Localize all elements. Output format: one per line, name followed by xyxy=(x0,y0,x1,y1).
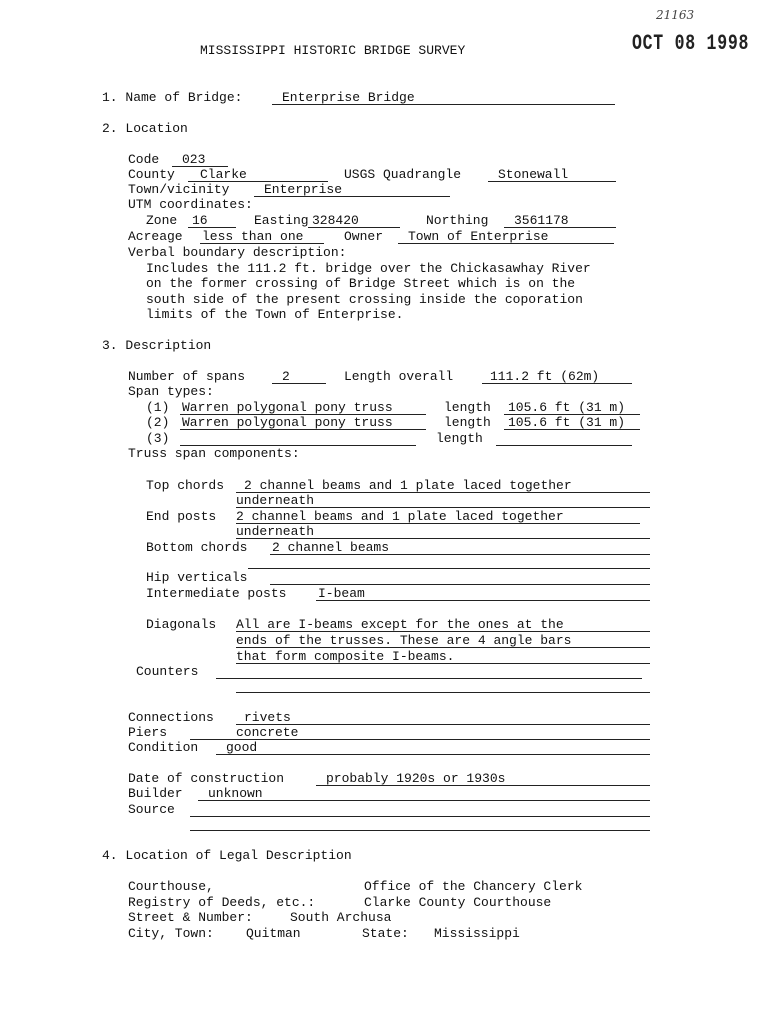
bottom-chords-line xyxy=(270,554,650,555)
usgs-label: USGS Quadrangle xyxy=(344,167,462,182)
street-label: Street & Number: xyxy=(128,910,253,925)
registry-value: Clarke County Courthouse xyxy=(364,895,552,910)
condition-label: Condition xyxy=(128,740,199,755)
northing-value: 3561178 xyxy=(514,213,569,228)
span-type-1-length-label: length xyxy=(444,400,491,415)
length-overall-label: Length overall xyxy=(344,369,454,384)
code-value: 023 xyxy=(182,152,206,167)
piers-label: Piers xyxy=(128,725,168,740)
construction-date-line xyxy=(316,785,650,786)
source-label: Source xyxy=(128,802,175,817)
diagonals-line-1 xyxy=(236,631,650,632)
usgs-line xyxy=(488,181,616,182)
top-chords-value-1: 2 channel beams and 1 plate laced together xyxy=(244,478,572,493)
spans-value: 2 xyxy=(282,369,290,384)
condition-line xyxy=(216,754,650,755)
counters-line-1 xyxy=(216,678,642,679)
construction-date-label: Date of construction xyxy=(128,771,285,786)
city-value: Quitman xyxy=(246,926,301,941)
builder-label: Builder xyxy=(128,786,183,801)
construction-date-value: probably 1920s or 1930s xyxy=(326,771,506,786)
form-title: MISSISSIPPI HISTORIC BRIDGE SURVEY xyxy=(200,43,466,58)
town-label: Town/vicinity xyxy=(128,182,230,197)
county-label: County xyxy=(128,167,175,182)
easting-value: 328420 xyxy=(312,213,359,228)
span-type-2-value: Warren polygonal pony truss xyxy=(182,415,393,430)
intermediate-posts-line xyxy=(316,600,650,601)
verbal-boundary-line-4: limits of the Town of Enterprise. xyxy=(146,307,404,322)
owner-value: Town of Enterprise xyxy=(408,229,549,244)
acreage-label: Acreage xyxy=(128,229,183,244)
length-overall-line xyxy=(482,383,632,384)
spans-label: Number of spans xyxy=(128,369,246,384)
verbal-boundary-label: Verbal boundary description: xyxy=(128,245,347,260)
zone-line xyxy=(188,227,236,228)
bridge-name-value: Enterprise Bridge xyxy=(282,90,415,105)
verbal-boundary-line-3: south side of the present crossing inside the coporation xyxy=(146,292,583,307)
handwritten-number: 21163 xyxy=(656,8,695,22)
northing-label: Northing xyxy=(426,213,489,228)
source-line-2 xyxy=(190,830,650,831)
bottom-chords-label: Bottom chords xyxy=(146,540,248,555)
county-value: Clarke xyxy=(200,167,247,182)
connections-value: rivets xyxy=(244,710,291,725)
bottom-chords-line-extra xyxy=(248,568,650,569)
span-type-1-length-value: 105.6 ft (31 m) xyxy=(508,400,626,415)
diagonals-label: Diagonals xyxy=(146,617,217,632)
usgs-value: Stonewall xyxy=(498,167,569,182)
section-4-label: 4. Location of Legal Description xyxy=(102,848,352,863)
section-2-label: 2. Location xyxy=(102,121,188,136)
length-overall-value: 111.2 ft (62m) xyxy=(490,369,600,384)
code-label: Code xyxy=(128,152,160,167)
span-type-2-length-line xyxy=(504,429,640,430)
builder-value: unknown xyxy=(208,786,263,801)
end-posts-value-1: 2 channel beams and 1 plate laced together xyxy=(236,509,564,524)
builder-line xyxy=(198,800,650,801)
section-1-label: 1. Name of Bridge: xyxy=(102,90,243,105)
counters-line-2 xyxy=(236,692,650,693)
truss-components-label: Truss span components: xyxy=(128,446,300,461)
city-label: City, Town: xyxy=(128,926,214,941)
span-type-2-length-value: 105.6 ft (31 m) xyxy=(508,415,626,430)
connections-label: Connections xyxy=(128,710,214,725)
diagonals-line-2 xyxy=(236,647,650,648)
acreage-line xyxy=(200,243,324,244)
street-value: South Archusa xyxy=(290,910,392,925)
bridge-name-line xyxy=(272,104,615,105)
span-type-1-value: Warren polygonal pony truss xyxy=(182,400,393,415)
source-line-1 xyxy=(190,816,650,817)
end-posts-line-2 xyxy=(236,538,650,539)
verbal-boundary-line-1: Includes the 111.2 ft. bridge over the Chickasawhay River xyxy=(146,261,591,276)
span-types-label: Span types: xyxy=(128,384,214,399)
piers-line xyxy=(190,739,650,740)
diagonals-value-1: All are I-beams except for the ones at the xyxy=(236,617,564,632)
section-3-label: 3. Description xyxy=(102,338,212,353)
bottom-chords-value: 2 channel beams xyxy=(272,540,390,555)
zone-value: 16 xyxy=(192,213,208,228)
easting-line xyxy=(308,227,400,228)
spans-line xyxy=(272,383,326,384)
state-label: State: xyxy=(362,926,409,941)
state-value: Mississippi xyxy=(434,926,520,941)
diagonals-value-3: that form composite I-beams. xyxy=(236,649,455,664)
top-chords-label: Top chords xyxy=(146,478,225,493)
town-value: Enterprise xyxy=(264,182,343,197)
end-posts-label: End posts xyxy=(146,509,217,524)
utm-label: UTM coordinates: xyxy=(128,197,253,212)
span-type-2-line xyxy=(180,429,426,430)
span-type-2-length-label: length xyxy=(444,415,491,430)
acreage-value: less than one xyxy=(202,229,304,244)
hip-verticals-line xyxy=(270,584,650,585)
date-stamp: OCT 08 1998 xyxy=(632,31,750,56)
registry-label: Registry of Deeds, etc.: xyxy=(128,895,316,910)
owner-line xyxy=(398,243,614,244)
span-type-3-num: (3) xyxy=(146,431,170,446)
span-type-1-num: (1) xyxy=(146,400,170,415)
top-chords-value-2: underneath xyxy=(236,493,315,508)
condition-value: good xyxy=(226,740,258,755)
courthouse-value: Office of the Chancery Clerk xyxy=(364,879,583,894)
diagonals-value-2: ends of the trusses. These are 4 angle bars xyxy=(236,633,572,648)
top-chords-line-2 xyxy=(236,507,650,508)
verbal-boundary-line-2: on the former crossing of Bridge Street which is on the xyxy=(146,276,576,291)
diagonals-line-3 xyxy=(236,663,650,664)
easting-label: Easting xyxy=(254,213,309,228)
zone-label: Zone xyxy=(146,213,178,228)
hip-verticals-label: Hip verticals xyxy=(146,570,248,585)
span-type-3-length-line xyxy=(496,445,632,446)
end-posts-value-2: underneath xyxy=(236,524,315,539)
intermediate-posts-value: I-beam xyxy=(318,586,365,601)
northing-line xyxy=(504,227,616,228)
town-line xyxy=(254,196,450,197)
counters-label: Counters xyxy=(136,664,199,679)
courthouse-label: Courthouse, xyxy=(128,879,214,894)
intermediate-posts-label: Intermediate posts xyxy=(146,586,287,601)
span-type-2-num: (2) xyxy=(146,415,170,430)
piers-value: concrete xyxy=(236,725,299,740)
owner-label: Owner xyxy=(344,229,384,244)
span-type-3-length-label: length xyxy=(436,431,483,446)
